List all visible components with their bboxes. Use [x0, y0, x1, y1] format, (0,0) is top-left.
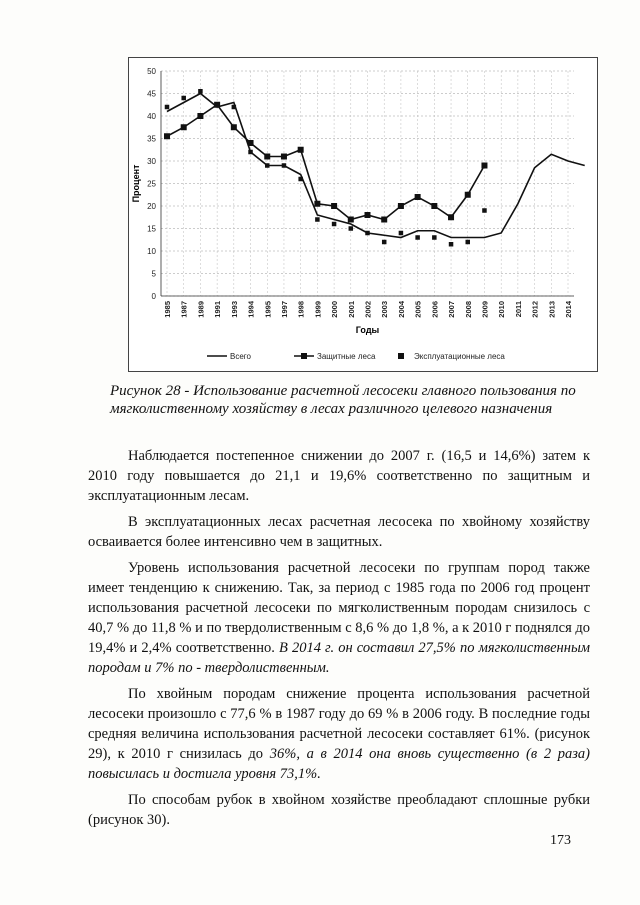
x-tick-label: 1993 [229, 301, 239, 318]
series-2-point [314, 201, 320, 207]
series-3-point [365, 231, 370, 236]
y-tick-label: 35 [147, 134, 156, 144]
series-3-point [415, 235, 420, 240]
y-tick-label: 10 [147, 247, 156, 256]
series-2-point [264, 154, 270, 160]
x-tick-label: 2012 [530, 301, 540, 318]
series-2-point [298, 147, 304, 153]
paragraph-3 [88, 558, 590, 678]
x-tick-label: 2005 [413, 301, 423, 318]
y-tick-label: 45 [147, 89, 156, 99]
paragraph-4 [88, 684, 590, 784]
series-2-point [281, 154, 287, 160]
series-2-point [248, 140, 254, 146]
paragraph-2-text: В эксплуатационных лесах расчетная лесосека по хвойному хозяйству осваивается более интенсивно чем в защитных. [88, 514, 590, 550]
chart-svg [129, 58, 599, 373]
x-tick-label: 1985 [163, 301, 172, 318]
x-tick-label: 2001 [346, 301, 356, 318]
series-line-1 [167, 94, 585, 238]
series-2-point [181, 124, 187, 130]
y-axis-label: Процент [131, 164, 141, 203]
paragraph-3-text: Уровень использования расчетной лесосеки по группам пород также имеет тенденцию к снижению. Так, за период с 1985 года по 2006 год процент использования расчетной лесосеки по мягколиственным породам снизилось с 40,7 % до 11,8 % и по твердолиственным с 8,6 % до 1,8 %, а к 2010 г поднялся до 19,4% и 2,4% соответственно. [88, 560, 590, 656]
series-2-point [448, 214, 454, 220]
series-2-point [231, 124, 237, 130]
series-2-point [197, 113, 203, 119]
series-3-point [482, 208, 487, 213]
legend-label: Всего [230, 352, 251, 361]
y-tick-label: 20 [147, 202, 156, 211]
legend-marker [301, 353, 307, 359]
x-tick-label: 1998 [296, 301, 306, 318]
series-2-point [465, 192, 471, 198]
x-tick-label: 2003 [380, 301, 390, 318]
x-tick-label: 1994 [246, 301, 256, 318]
series-2-point [415, 194, 421, 200]
series-3-point [466, 240, 471, 245]
paragraph-3-italic: В 2014 г. он составил 27,5% по мягколиственным породам и 7% по - твердолиственным. [88, 640, 591, 676]
x-tick-label: 2011 [513, 301, 523, 318]
y-tick-label: 40 [147, 112, 156, 121]
legend-label: Эксплуатационные леса [414, 352, 505, 361]
legend-marker [398, 353, 404, 359]
figure-28-chart [128, 57, 598, 372]
paragraph-1 [88, 446, 590, 506]
x-tick-label: 2013 [547, 301, 557, 318]
series-2-point [348, 217, 354, 223]
series-line-2 [167, 105, 484, 220]
series-3-point [382, 240, 387, 245]
series-2-point [164, 133, 170, 139]
series-3-point [232, 105, 237, 110]
x-tick-label: 2004 [396, 301, 406, 318]
legend-label: Защитные леса [317, 352, 376, 361]
paragraph-5-text: По способам рубок в хвойном хозяйстве преобладают сплошные рубки (рисунок 30). [88, 792, 590, 828]
y-tick-label: 5 [151, 269, 156, 279]
x-tick-label: 2007 [447, 301, 457, 318]
series-3-point [265, 163, 270, 168]
x-axis-label: Годы [355, 325, 380, 335]
paragraph-4-text: По хвойным породам снижение процента использования расчетной лесосеки произошло с 77,6 % в 1987 году до 69 % в 2006 году. В последние годы средняя величина использования расчетной лесосеки составляет 61%. (рисунок 29), к 2010 г снизилась до [88, 686, 590, 762]
y-tick-label: 0 [151, 292, 156, 301]
x-tick-label: 1999 [313, 301, 323, 318]
page-number: 173 [550, 833, 571, 848]
series-3-point [315, 217, 320, 222]
series-2-point [331, 203, 337, 209]
x-tick-label: 1995 [263, 301, 273, 318]
series-2-point [381, 217, 387, 223]
series-2-point [431, 203, 437, 209]
x-tick-label: 1991 [213, 301, 223, 318]
series-3-point [332, 222, 337, 227]
series-3-point [248, 150, 253, 155]
series-3-point [349, 226, 354, 231]
figure-caption [110, 382, 610, 418]
x-tick-label: 2002 [363, 301, 373, 318]
x-tick-label: 2010 [497, 301, 507, 318]
y-tick-label: 25 [147, 179, 156, 189]
x-tick-label: 2006 [430, 301, 440, 318]
x-tick-label: 2009 [480, 301, 490, 318]
x-tick-label: 1987 [179, 301, 189, 318]
series-3-point [298, 177, 303, 182]
x-tick-label: 2008 [463, 301, 473, 318]
series-2-point [481, 163, 487, 169]
x-tick-label: 2000 [330, 301, 340, 318]
x-tick-label: 2014 [564, 301, 573, 318]
caption-text: Рисунок 28 - Использование расчетной лесосеки главного пользования по мягколиственному хозяйству в лесах различного целевого назначения [110, 383, 576, 417]
y-tick-label: 15 [147, 224, 156, 234]
paragraph-2 [88, 512, 590, 552]
series-3-point [165, 105, 170, 110]
series-3-point [198, 89, 203, 94]
paragraph-5 [88, 790, 590, 830]
y-tick-label: 30 [147, 157, 156, 166]
series-3-point [181, 96, 186, 101]
x-tick-label: 1997 [279, 301, 289, 318]
paragraph-4-italic: 36%, а в 2014 она вновь существенно (в 2 раза) повысилась и достигла уровня 73,1%. [88, 746, 590, 782]
series-3-point [449, 242, 454, 247]
y-tick-label: 50 [147, 67, 156, 76]
series-3-point [432, 235, 437, 240]
series-3-point [399, 231, 404, 236]
body-text [88, 446, 590, 836]
x-tick-label: 1989 [196, 301, 206, 318]
series-2-point [398, 203, 404, 209]
series-3-point [282, 163, 287, 168]
series-3-point [215, 103, 220, 108]
paragraph-1-text: Наблюдается постепенное снижении до 2007 г. (16,5 и 14,6%) затем к 2010 году повышается до 21,1 и 19,6% соответственно по защитным и эксплуатационным лесам. [88, 448, 590, 504]
series-2-point [365, 212, 371, 218]
